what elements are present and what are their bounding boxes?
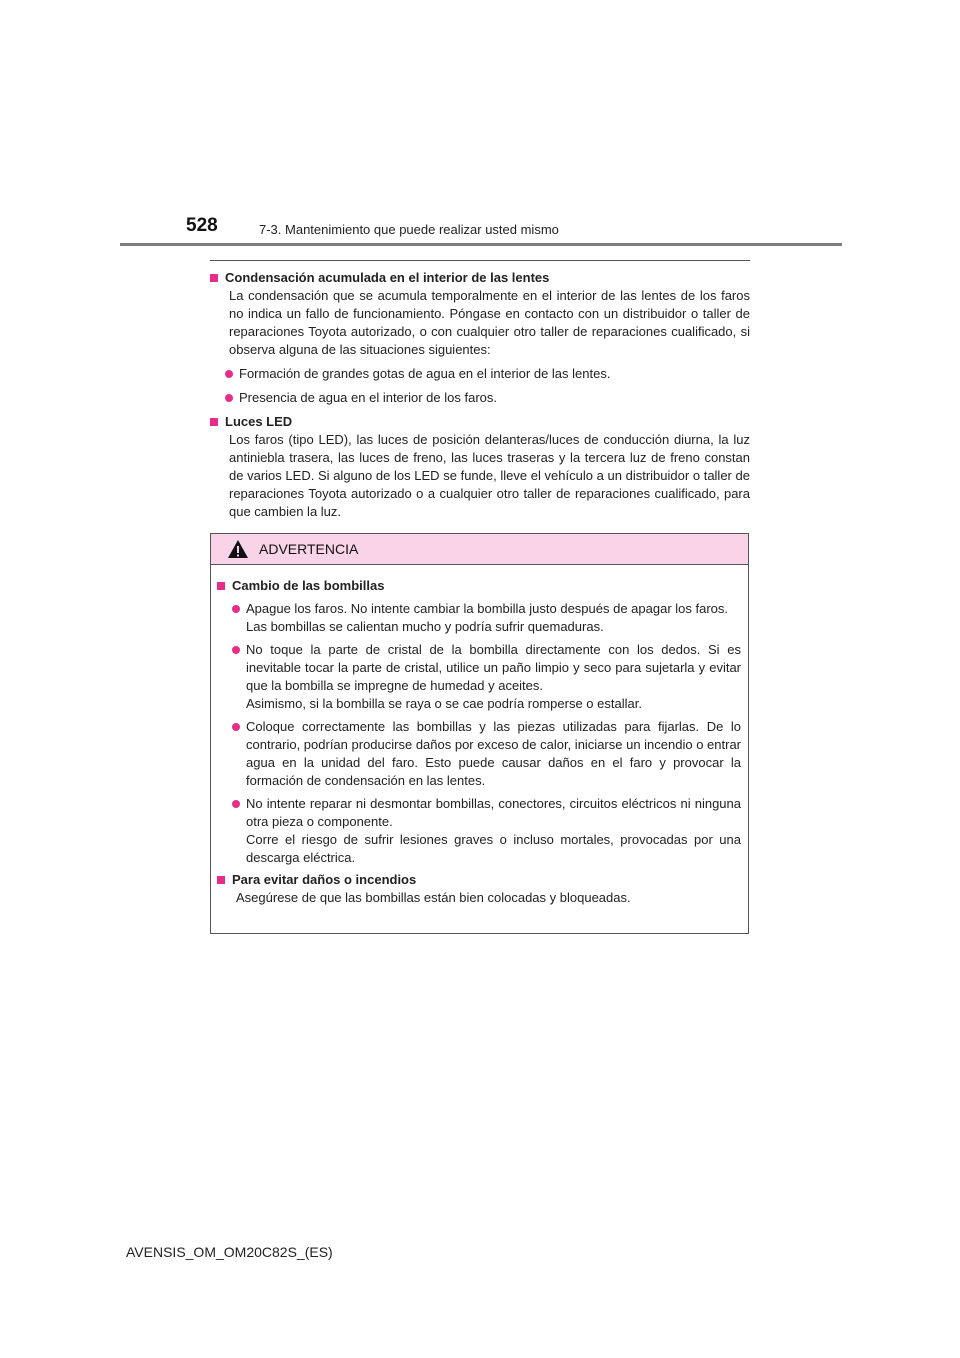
dot-bullet-icon bbox=[232, 605, 240, 613]
page-number: 528 bbox=[186, 215, 218, 236]
condensation-heading-text: Condensación acumulada en el interior de las lentes bbox=[225, 270, 550, 285]
warning-section-heading bbox=[217, 577, 741, 595]
dot-bullet-icon bbox=[225, 394, 233, 402]
led-heading bbox=[210, 413, 750, 431]
condensation-bullet-text: Formación de grandes gotas de agua en el interior de las lentes. bbox=[239, 366, 611, 381]
warning-bullet-note: Corre el riesgo de sufrir lesiones graves o incluso mortales, provocadas por una descarga eléctrica. bbox=[246, 832, 741, 865]
dot-bullet-icon bbox=[232, 800, 240, 808]
dot-bullet-icon bbox=[225, 370, 233, 378]
content-top-rule bbox=[210, 260, 750, 261]
warning-bullet bbox=[232, 600, 741, 636]
condensation-bullet-text: Presencia de agua en el interior de los faros. bbox=[239, 390, 497, 405]
warning-bullet-text: No intente reparar ni desmontar bombillas, conectores, circuitos eléctricos ni ninguna otra pieza o componente. bbox=[246, 796, 741, 829]
dot-bullet-icon bbox=[232, 646, 240, 654]
header-rule bbox=[120, 243, 842, 246]
main-content bbox=[210, 260, 750, 521]
square-bullet-icon bbox=[217, 582, 225, 590]
square-bullet-icon bbox=[217, 876, 225, 884]
warning-body bbox=[211, 565, 748, 907]
warning-bullet-note: Asimismo, si la bombilla se raya o se cae podría romperse o estallar. bbox=[246, 696, 642, 711]
condensation-bullet bbox=[225, 389, 750, 407]
led-heading-text: Luces LED bbox=[225, 414, 293, 429]
condensation-bullet bbox=[225, 365, 750, 383]
warning-bullet bbox=[232, 641, 741, 713]
warning-bullet-note: Las bombillas se calientan mucho y podría sufrir quemaduras. bbox=[246, 619, 604, 634]
warning-bullet bbox=[232, 795, 741, 867]
led-text: Los faros (tipo LED), las luces de posición delanteras/luces de conducción diurna, la luz antiniebla trasera, las luces de freno, las luces traseras y la tercera luz de freno constan de varios LED. Si alguno de los LED se funde, lleve el vehículo a un distribuidor o taller de reparaciones Toyota autorizado o a cualquier otro taller de reparaciones cualificado, para que cambien la luz. bbox=[229, 432, 750, 519]
warning-box bbox=[210, 533, 749, 934]
warning-section-heading bbox=[217, 871, 741, 889]
warning-section-text: Asegúrese de que las bombillas están bien colocadas y bloqueadas. bbox=[236, 890, 631, 905]
warning-header bbox=[211, 534, 748, 565]
warning-bullet-text: Coloque correctamente las bombillas y las piezas utilizadas para fijarlas. De lo contrario, podrían producirse daños por exceso de calor, iniciarse un incendio o entrar agua en la unidad del faro. Esto puede causar daños en el faro y provocar la formación de condensación en las lentes. bbox=[246, 719, 742, 788]
dot-bullet-icon bbox=[232, 723, 240, 731]
warning-section-heading-text: Para evitar daños o incendios bbox=[232, 872, 417, 887]
condensation-text: La condensación que se acumula temporalmente en el interior de las lentes de los faros no indica un fallo de funcionamiento. Póngase en contacto con un distribuidor o taller de reparaciones Toyota autorizado, o con cualquier otro taller de reparaciones cualificado, si observa alguna de las situaciones siguientes: bbox=[229, 288, 750, 357]
warning-section-heading-text: Cambio de las bombillas bbox=[232, 578, 385, 593]
section-title: 7-3. Mantenimiento que puede realizar usted mismo bbox=[259, 222, 559, 237]
warning-bullet bbox=[232, 718, 741, 790]
warning-title: ADVERTENCIA bbox=[259, 541, 359, 557]
condensation-heading bbox=[210, 269, 750, 287]
square-bullet-icon bbox=[210, 418, 218, 426]
warning-bullet-text: Apague los faros. No intente cambiar la bombilla justo después de apagar los faros. bbox=[246, 601, 729, 616]
warning-triangle-icon bbox=[227, 539, 249, 559]
square-bullet-icon bbox=[210, 274, 218, 282]
document-code: AVENSIS_OM_OM20C82S_(ES) bbox=[126, 1244, 333, 1260]
warning-bullet-text: No toque la parte de cristal de la bombilla directamente con los dedos. Si es inevitable tocar la parte de cristal, utilice un paño limpio y seco para sujetarla y evitar que la bombilla se impregne de humedad y aceites. bbox=[246, 642, 741, 693]
